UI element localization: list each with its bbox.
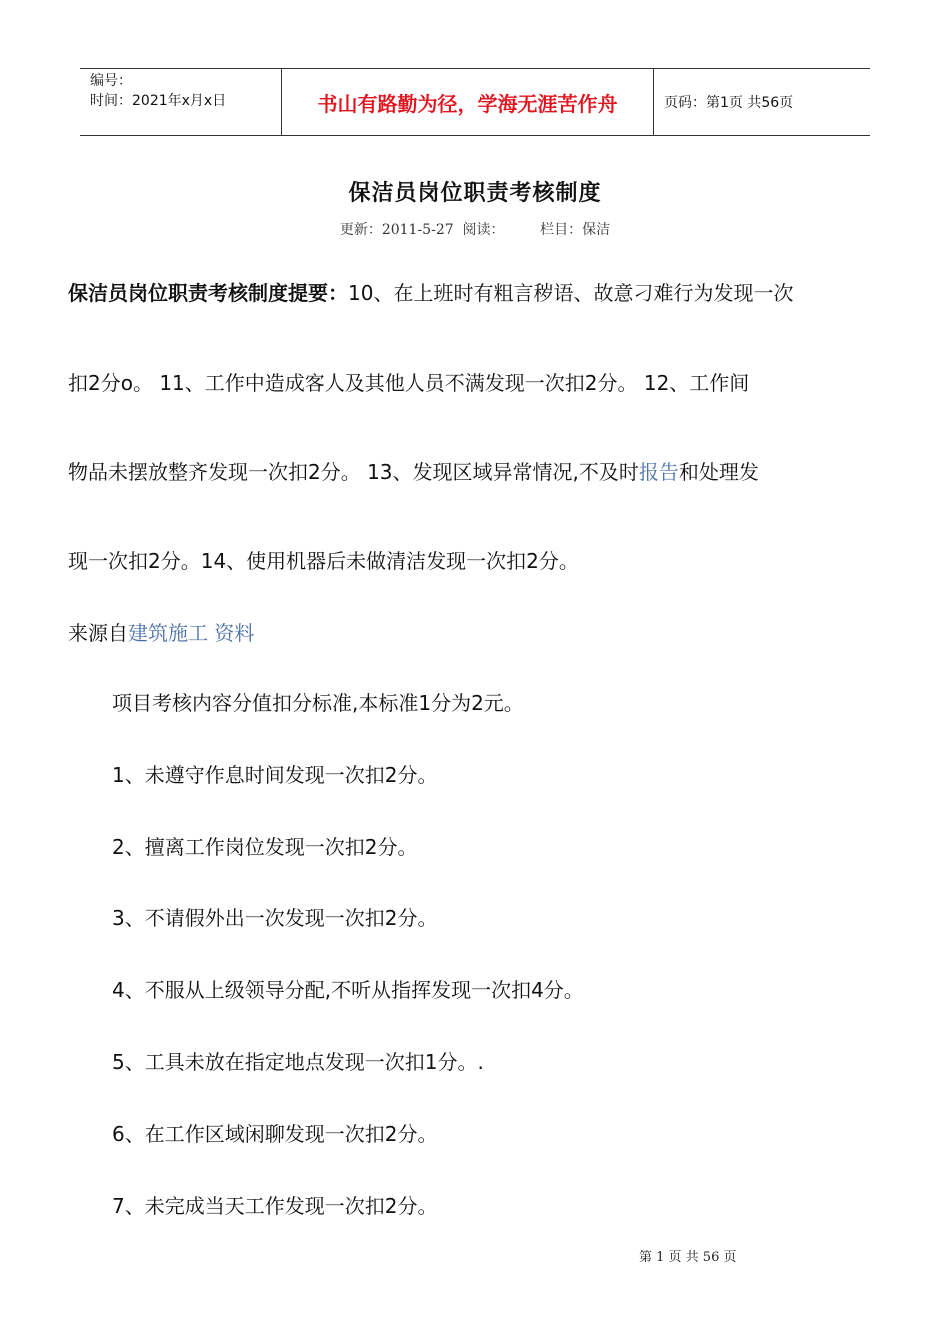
article-meta: 更新：2011-5-27 阅读： 栏目：保洁 xyxy=(339,222,611,238)
summary-line-3 xyxy=(68,459,888,485)
summary-text: 物品未摆放整齐发现一次扣2分。 13、发现区域异常情况,不及时 xyxy=(68,460,639,484)
document-header xyxy=(80,68,870,136)
header-motto: 书山有路勤为径，学海无涯苦作舟 xyxy=(281,69,654,135)
rule-item: 6、在工作区域闲聊发现一次扣2分。 xyxy=(112,1122,438,1146)
page-title: 保洁员岗位职责考核制度 xyxy=(348,180,602,206)
source-link[interactable]: 建筑施工 资料 xyxy=(128,621,255,645)
rule-item: 1、未遵守作息时间发现一次扣2分。 xyxy=(112,763,438,787)
header-page-info: 页码：第1页 共56页 xyxy=(664,95,794,111)
rule-item: 3、不请假外出一次发现一次扣2分。 xyxy=(112,906,438,930)
report-link[interactable]: 报告 xyxy=(638,460,679,484)
standard-intro: 项目考核内容分值扣分标准,本标准1分为2元。 xyxy=(112,691,524,715)
number-label: 编号： xyxy=(90,73,132,89)
summary-text: 和处理发 xyxy=(678,460,759,484)
rule-item: 7、未完成当天工作发现一次扣2分。 xyxy=(112,1194,438,1218)
rule-item: 4、不服从上级领导分配,不听从指挥发现一次扣4分。 xyxy=(112,978,584,1002)
header-info xyxy=(80,69,281,135)
source-line xyxy=(68,620,254,646)
summary-line-1 xyxy=(68,280,888,306)
rule-item: 5、工具未放在指定地点发现一次扣1分。. xyxy=(112,1050,484,1074)
summary-line-4: 现一次扣2分。14、使用机器后未做清洁发现一次扣2分。 xyxy=(68,549,579,573)
source-prefix: 来源自 xyxy=(68,621,128,645)
time-label: 时间：2021年x月x日 xyxy=(90,93,227,109)
summary-label: 保洁员岗位职责考核制度提要： xyxy=(68,281,348,305)
rule-item: 2、擅离工作岗位发现一次扣2分。 xyxy=(112,835,418,859)
summary-line-2: 扣2分o。 11、工作中造成客人及其他人员不满发现一次扣2分。 12、工作间 xyxy=(68,371,750,395)
page-footer: 第 1 页 共 56 页 xyxy=(639,1250,737,1265)
summary-text: 10、在上班时有粗言秽语、故意刁难行为发现一次 xyxy=(348,281,794,305)
